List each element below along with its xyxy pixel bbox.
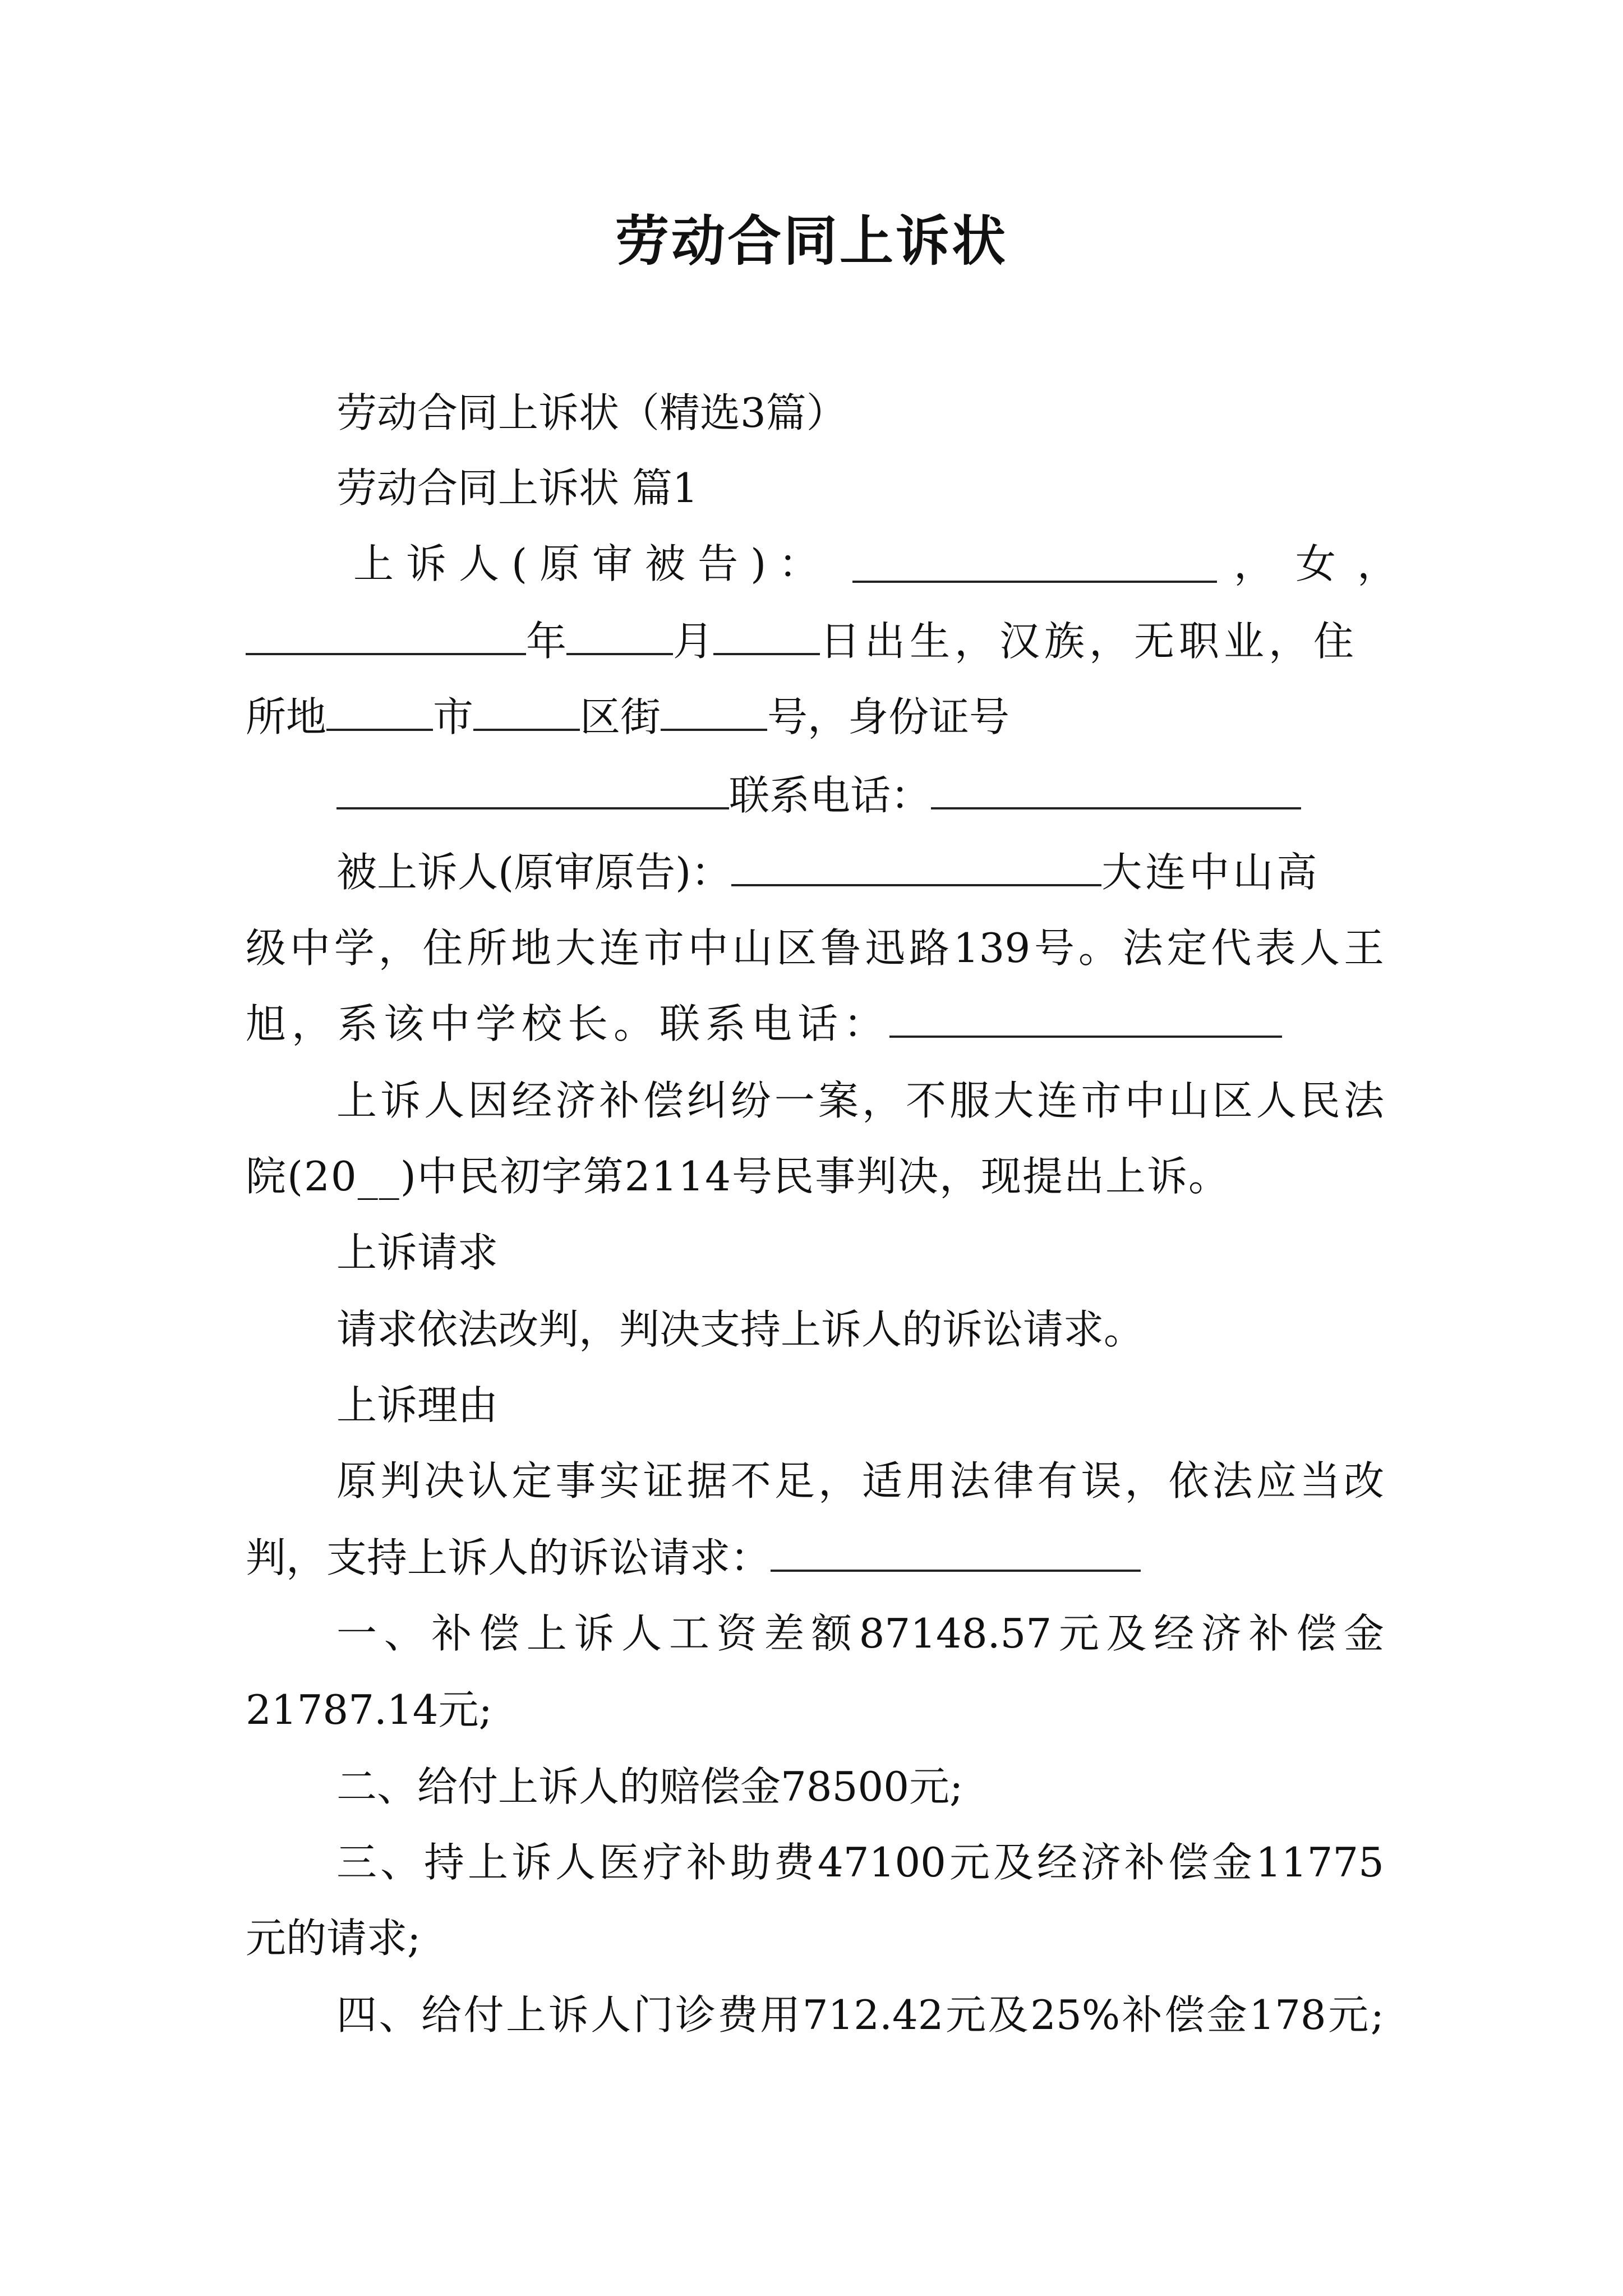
- appellant-phone-line: [336, 767, 1301, 823]
- appellant-address-line: [246, 689, 1009, 745]
- request-heading: 上诉请求: [336, 1229, 499, 1276]
- request-text: 请求依法改判，判决支持上诉人的诉讼请求。: [336, 1306, 1145, 1353]
- case-line1: 上诉人因经济补偿纠纷一案，不服大连市中山区人民法: [336, 1077, 1384, 1124]
- district-unit: 区街: [580, 693, 661, 740]
- reason-heading: 上诉理由: [336, 1382, 499, 1429]
- item-3-line2: 元的请求;: [246, 1915, 421, 1962]
- document-title: 劳动合同上诉状: [615, 209, 1008, 273]
- address-city-blank: [326, 689, 433, 731]
- appellant-gender: ，女，: [1234, 540, 1419, 587]
- reason-line1: 原判决认定事实证据不足，适用法律有误，依法应当改: [336, 1457, 1384, 1504]
- birth-month-blank: [566, 614, 673, 655]
- reason-line2: [246, 1530, 1141, 1586]
- item-1-line2: 21787.14元;: [246, 1686, 492, 1733]
- birth-month-unit: 月: [673, 618, 714, 665]
- reason-blank: [771, 1530, 1141, 1572]
- address-house-blank: [661, 689, 767, 731]
- appellant-label: 上诉人(原审被告)：: [353, 540, 832, 587]
- birth-year-unit: 年: [526, 618, 567, 665]
- reason-line2-text: 判，支持上诉人的诉讼请求：: [246, 1534, 771, 1581]
- appellee-line2: 级中学，住所地大连市中山区鲁迅路139号。法定代表人王: [246, 924, 1384, 972]
- appellee-phone-blank: [889, 996, 1282, 1038]
- birth-day-blank: [713, 614, 820, 655]
- appellee-line1: [336, 844, 1320, 900]
- appellee-line3: [246, 996, 1282, 1052]
- address-district-blank: [473, 689, 580, 731]
- appellant-birth-line: [246, 613, 1358, 669]
- appellee-blank: [731, 845, 1101, 886]
- appellant-phone-blank: [931, 768, 1301, 809]
- item-2: 二、给付上诉人的赔偿金78500元;: [336, 1763, 963, 1810]
- subtitle: 劳动合同上诉状（精选3篇）: [336, 389, 847, 436]
- section-heading: 劳动合同上诉状 篇1: [336, 464, 698, 512]
- appellee-phone-label: 旭，系该中学校长。联系电话：: [246, 1000, 890, 1047]
- city-unit: 市: [433, 693, 474, 740]
- appellee-name: 大连中山高: [1101, 849, 1321, 896]
- appellant-phone-label: 联系电话：: [729, 772, 932, 819]
- item-4: 四、给付上诉人门诊费用712.42元及25%补偿金178元;: [336, 1991, 1384, 2039]
- item-3-line1: 三、持上诉人医疗补助费47100元及经济补偿金11775: [336, 1839, 1384, 1886]
- appellee-label: 被上诉人(原审原告)：: [336, 849, 732, 896]
- appellant-name-blank: [852, 541, 1217, 583]
- address-prefix: 所地: [246, 693, 327, 740]
- id-number-blank: [336, 768, 729, 809]
- birth-year-blank: [246, 614, 526, 655]
- birth-text: 日出生，汉族，无职业，住: [820, 618, 1359, 665]
- house-unit: 号，身份证号: [767, 693, 1010, 740]
- case-line2: 院(20__)中民初字第2114号民事判决，现提出上诉。: [246, 1153, 1230, 1200]
- item-1-line1: 一、补偿上诉人工资差额87148.57元及经济补偿金: [336, 1610, 1384, 1657]
